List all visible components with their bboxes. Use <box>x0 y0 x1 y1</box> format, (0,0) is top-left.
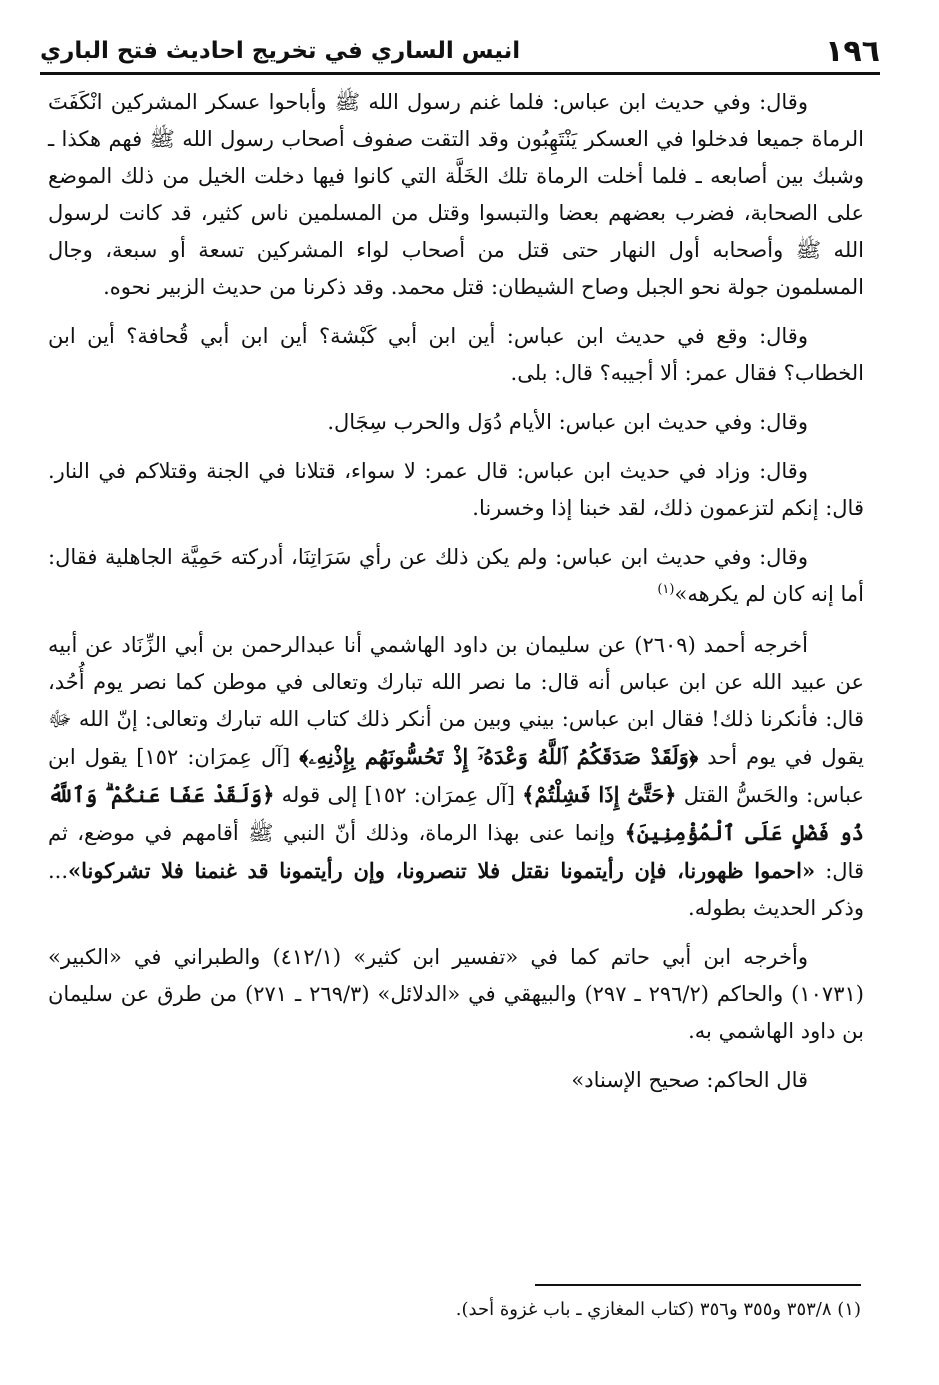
paragraph <box>48 539 864 613</box>
quran-verse: ﴿وَلَقَدْ عَفَا عَنكُمْ ۗ وَٱللَّهُ ذُو فَضْلٍ عَلَى ٱلْمُؤْمِنِينَ﴾ <box>48 782 864 845</box>
paragraph-text: أخرجه أحمد (٢٦٠٩) عن سليمان بن داود الهاشمي أنا عبدالرحمن بن أبي الزِّنَاد عن أبيه عن عبيد الله عن ابن عباس أنه قال: ما نصر الله تبارك وتعالى في موطن كما نصر يوم أُحُد، قال: فأنكرنا ذلك! فقال ابن عباس: بيني وبين من أنكر ذلك كتاب الله تبارك وتعالى: إنّ الله ﷻ يقول في يوم أحد <box>48 633 864 769</box>
running-title: انيس الساري في تخريج احاديث فتح الباري <box>40 38 521 64</box>
paragraph: وأخرجه ابن أبي حاتم كما في «تفسير ابن كثير» (٤١٢/١) والطبراني في «الكبير» (١٠٧٣١) والحاكم (٢٩٦/٢ ـ ٢٩٧) والبيهقي في «الدلائل» (٢٦٩/٣ ـ ٢٧١) من طرق عن سليمان بن داود الهاشمي به. <box>48 945 864 1043</box>
paragraph: وقال: وفي حديث ابن عباس: فلما غنم رسول الله ﷺ وأباحوا عسكر المشركين انْكَفَتَ الرماة جميعا فدخلوا في العسكر يَنْتَهِبُون وقد التقت صفوف أصحاب رسول الله ﷺ فهم هكذا ـ وشبك بين أصابعه ـ فلما أخلت الرماة تلك الخَلَّة التي كانوا فيها دخلت الخيل من ذلك الموضع على الصحابة، فضرب بعضهم بعضا والتبسوا وقتل من المسلمين ناس كثير، قد كانت لرسول الله ﷺ وأصحابه أول النهار حتى قتل من أصحاب لواء المشركين تسعة أو سبعة، وجال المسلمون جولة نحو الجبل وصاح الشيطان: قتل محمد. وقد ذكرنا من حديث الزبير نحوه. <box>48 90 864 299</box>
footnote: (١) ٣٥٣/٨ و٣٥٥ و٣٥٦ (كتاب المغازي ـ باب غزوة أحد). <box>455 1299 861 1320</box>
paragraph: وقال: وقع في حديث ابن عباس: أين ابن أبي كَبْشة؟ أين ابن أبي قُحافة؟ أين ابن الخطاب؟ فقال عمر: ألا أجيبه؟ قال: بلى. <box>48 324 864 385</box>
paragraph: قال الحاكم: صحيح الإسناد» <box>571 1068 808 1092</box>
footnote-rule <box>535 1284 861 1286</box>
paragraph-text: [آل عِمرَان: ١٥٢] إلى قوله <box>281 783 515 807</box>
paragraph: وقال: وزاد في حديث ابن عباس: قال عمر: لا سواء، قتلانا في الجنة وقتلاكم في النار. قال: إنكم لتزعمون ذلك، لقد خبنا إذا وخسرنا. <box>48 459 864 520</box>
paragraph-text: [آل عِمرَان: ١٥٢] يقول ابن عباس: والحَسُّ القتل <box>48 745 864 807</box>
quran-verse: ﴿وَلَقَدْ صَدَقَكُمُ ٱللَّهُ وَعْدَهُۥٓ إِذْ تَحُسُّونَهُم بِإِذْنِهِۦ﴾ <box>299 744 699 769</box>
paragraph-text: وقال: وفي حديث ابن عباس: ولم يكن ذلك عن رأي سَرَاتِنَا، أدركته حَمِيَّة الجاهلية فقال: أما إنه كان لم يكرهه» <box>48 545 864 606</box>
main-text <box>48 84 864 1111</box>
paragraph: وقال: وفي حديث ابن عباس: الأيام دُوَل والحرب سِجَال. <box>327 410 808 434</box>
quran-verse: ﴿حَتَّىٰٓ إِذَا فَشِلْتُمْ﴾ <box>522 782 677 807</box>
page-number: ١٩٦ <box>825 34 880 69</box>
header-rule <box>40 72 880 75</box>
footnote-marker: (١) <box>657 582 675 597</box>
takhrij-paragraph <box>48 627 864 927</box>
paragraph-text: وإنما عنى بهذا الرماة، وذلك أنّ النبي ﷺ أقامهم في موضع، ثم قال: <box>48 821 864 883</box>
hadith-quote: «احموا ظهورنا، فإن رأيتمونا نقتل فلا تنصرونا، وإن رأيتمونا قد غنمنا فلا تشركونا» <box>68 858 816 883</box>
page-header <box>40 32 880 72</box>
paragraph-text: ... وذكر الحديث بطوله. <box>48 859 864 920</box>
